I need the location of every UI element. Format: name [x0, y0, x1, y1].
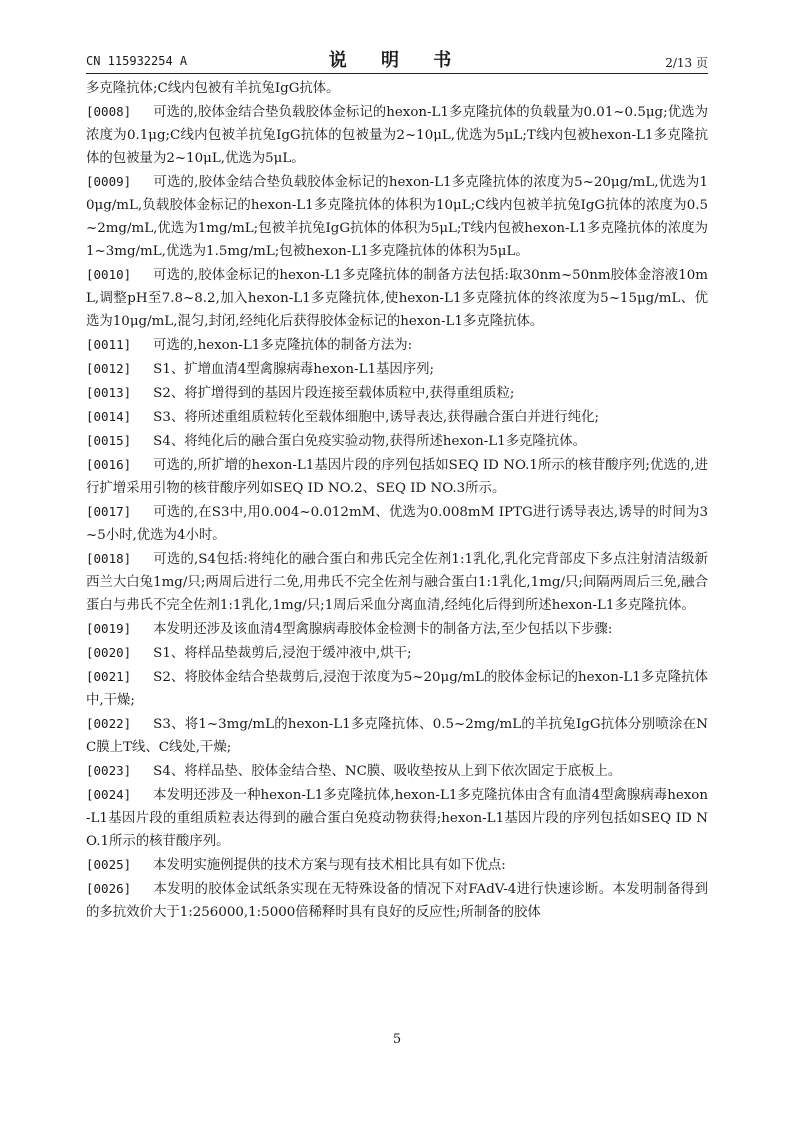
paragraph-number: [0026] — [86, 881, 132, 896]
paragraph — [86, 853, 708, 877]
paragraph — [86, 712, 708, 759]
paragraph-number: [0023] — [86, 763, 132, 778]
paragraph-text: 可选的,胶体金标记的hexon-L1多克隆抗体的制备方法包括:取30nm~50nm胶体金溶液10mL,调整pH至7.8~8.2,加入hexon-L1多克隆抗体,使hexon-L1多克隆抗体的终浓度为5~15μg/mL、优选为10μg/mL,混匀,封闭,经纯化后获得胶体金标记的hexon-L1多克隆抗体。 — [86, 268, 708, 329]
paragraph-text: S1、将样品垫裁剪后,浸泡于缓冲液中,烘干; — [153, 646, 412, 661]
paragraph — [86, 77, 708, 100]
paragraph — [86, 453, 708, 500]
paragraph-text: S4、将纯化后的融合蛋白免疫实验动物,获得所述hexon-L1多克隆抗体。 — [153, 434, 586, 449]
paragraph-text: S3、将所述重组质粒转化至载体细胞中,诱导表达,获得融合蛋白并进行纯化; — [153, 410, 599, 425]
paragraph-number: [0013] — [86, 385, 132, 400]
paragraph-number: [0014] — [86, 409, 132, 424]
paragraph-number: [0018] — [86, 551, 132, 566]
paragraph-number: [0020] — [86, 645, 132, 660]
paragraph-number: [0012] — [86, 361, 132, 376]
paragraph — [86, 263, 708, 333]
paragraph-number: [0019] — [86, 621, 132, 636]
paragraph-number: [0021] — [86, 669, 132, 684]
paragraph-text: 本发明的胶体金试纸条实现在无特殊设备的情况下对FAdV-4进行快速诊断。本发明制备得到的多抗效价大于1:256000,1:5000倍稀释时具有良好的反应性;所制备的胶体 — [86, 882, 708, 920]
paragraph — [86, 783, 708, 853]
paragraph — [86, 665, 708, 712]
description-body — [86, 77, 708, 924]
paragraph-text: 可选的,在S3中,用0.004~0.012mM、优选为0.008mM IPTG进行诱导表达,诱导的时间为3~5小时,优选为4小时。 — [86, 505, 708, 543]
paragraph-text: S4、将样品垫、胶体金结合垫、NC膜、吸收垫按从上到下依次固定于底板上。 — [153, 764, 622, 779]
paragraph-text: 本发明还涉及一种hexon-L1多克隆抗体,hexon-L1多克隆抗体由含有血清4型禽腺病毒hexon-L1基因片段的重组质粒表达得到的融合蛋白免疫动物获得;hexon-L1基因片段的序列包括如SEQ ID NO.1所示的核苷酸序列。 — [86, 788, 708, 849]
page-number: 5 — [392, 1032, 402, 1047]
paragraph-number: [0009] — [86, 174, 132, 189]
paragraph-text: 可选的,hexon-L1多克隆抗体的制备方法为: — [153, 338, 413, 353]
paragraph — [86, 759, 708, 783]
paragraph-text: 可选的,胶体金结合垫负载胶体金标记的hexon-L1多克隆抗体的浓度为5~20μg/mL,优选为10μg/mL,负载胶体金标记的hexon-L1多克隆抗体的体积为10μL;C线内包被羊抗兔IgG抗体的浓度为0.5~2mg/mL,优选为1mg/mL;包被羊抗兔IgG抗体的体积为5μL;T线内包被hexon-L1多克隆抗体的浓度为1~3mg/mL,优选为1.5mg/mL;包被hexon-L1多克隆抗体的体积为5μL。 — [86, 175, 708, 259]
header-rule — [86, 73, 708, 74]
paragraph-text: S3、将1~3mg/mL的hexon-L1多克隆抗体、0.5~2mg/mL的羊抗兔IgG抗体分别喷涂在NC膜上T线、C线处,干燥; — [86, 717, 708, 755]
paragraph-text: 多克隆抗体;C线内包被有羊抗兔IgG抗体。 — [86, 81, 340, 96]
paragraph — [86, 381, 708, 405]
paragraph — [86, 405, 708, 429]
paragraph — [86, 333, 708, 357]
paragraph — [86, 357, 708, 381]
paragraph-number: [0011] — [86, 337, 132, 352]
paragraph-text: 本发明还涉及该血清4型禽腺病毒胶体金检测卡的制备方法,至少包括以下步骤: — [153, 622, 613, 637]
paragraph-number: [0015] — [86, 433, 132, 448]
paragraph — [86, 500, 708, 547]
paragraph-number: [0010] — [86, 267, 132, 282]
paragraph-text: 本发明实施例提供的技术方案与现有技术相比具有如下优点: — [153, 858, 506, 873]
paragraph-number: [0025] — [86, 857, 132, 872]
paragraph-number: [0024] — [86, 787, 132, 802]
paragraph — [86, 100, 708, 170]
page-header — [86, 46, 708, 72]
paragraph-text: S2、将扩增得到的基因片段连接至载体质粒中,获得重组质粒; — [153, 386, 515, 401]
paragraph — [86, 170, 708, 263]
paragraph-text: 可选的,S4包括:将纯化的融合蛋白和弗氏完全佐剂1:1乳化,乳化完背部皮下多点注射清洁级新西兰大白兔1mg/只;两周后进行二免,用弗氏不完全佐剂与融合蛋白1:1乳化,1mg/只;间隔两周后三免,融合蛋白与弗氏不完全佐剂1:1乳化,1mg/只;1周后采血分离血清,经纯化后得到所述hexon-L1多克隆抗体。 — [86, 552, 708, 613]
paragraph-number: [0017] — [86, 504, 132, 519]
publication-number: CN 115932254 A — [86, 54, 188, 68]
paragraph-text: 可选的,所扩增的hexon-L1基因片段的序列包括如SEQ ID NO.1所示的核苷酸序列;优选的,进行扩增采用引物的核苷酸序列如SEQ ID NO.2、SEQ ID NO.3所示。 — [86, 458, 708, 496]
page-of-total: 2/13 页 — [665, 56, 708, 70]
paragraph — [86, 641, 708, 665]
paragraph-text: 可选的,胶体金结合垫负载胶体金标记的hexon-L1多克隆抗体的负载量为0.01~0.5μg;优选为浓度为0.1μg;C线内包被羊抗兔IgG抗体的包被量为2~10μL,优选为5μL;T线内包被hexon-L1多克隆抗体的包被量为2~10μL,优选为5μL。 — [86, 105, 708, 166]
paragraph-text: S1、扩增血清4型禽腺病毒hexon-L1基因序列; — [153, 362, 435, 377]
paragraph — [86, 877, 708, 924]
paragraph-number: [0008] — [86, 104, 132, 119]
paragraph — [86, 429, 708, 453]
paragraph-text: S2、将胶体金结合垫裁剪后,浸泡于浓度为5~20μg/mL的胶体金标记的hexon-L1多克隆抗体中,干燥; — [86, 670, 708, 708]
document-title: 说 明 书 — [328, 50, 466, 71]
paragraph — [86, 547, 708, 617]
paragraph-number: [0016] — [86, 457, 132, 472]
paragraph-number: [0022] — [86, 716, 132, 731]
paragraph — [86, 617, 708, 641]
